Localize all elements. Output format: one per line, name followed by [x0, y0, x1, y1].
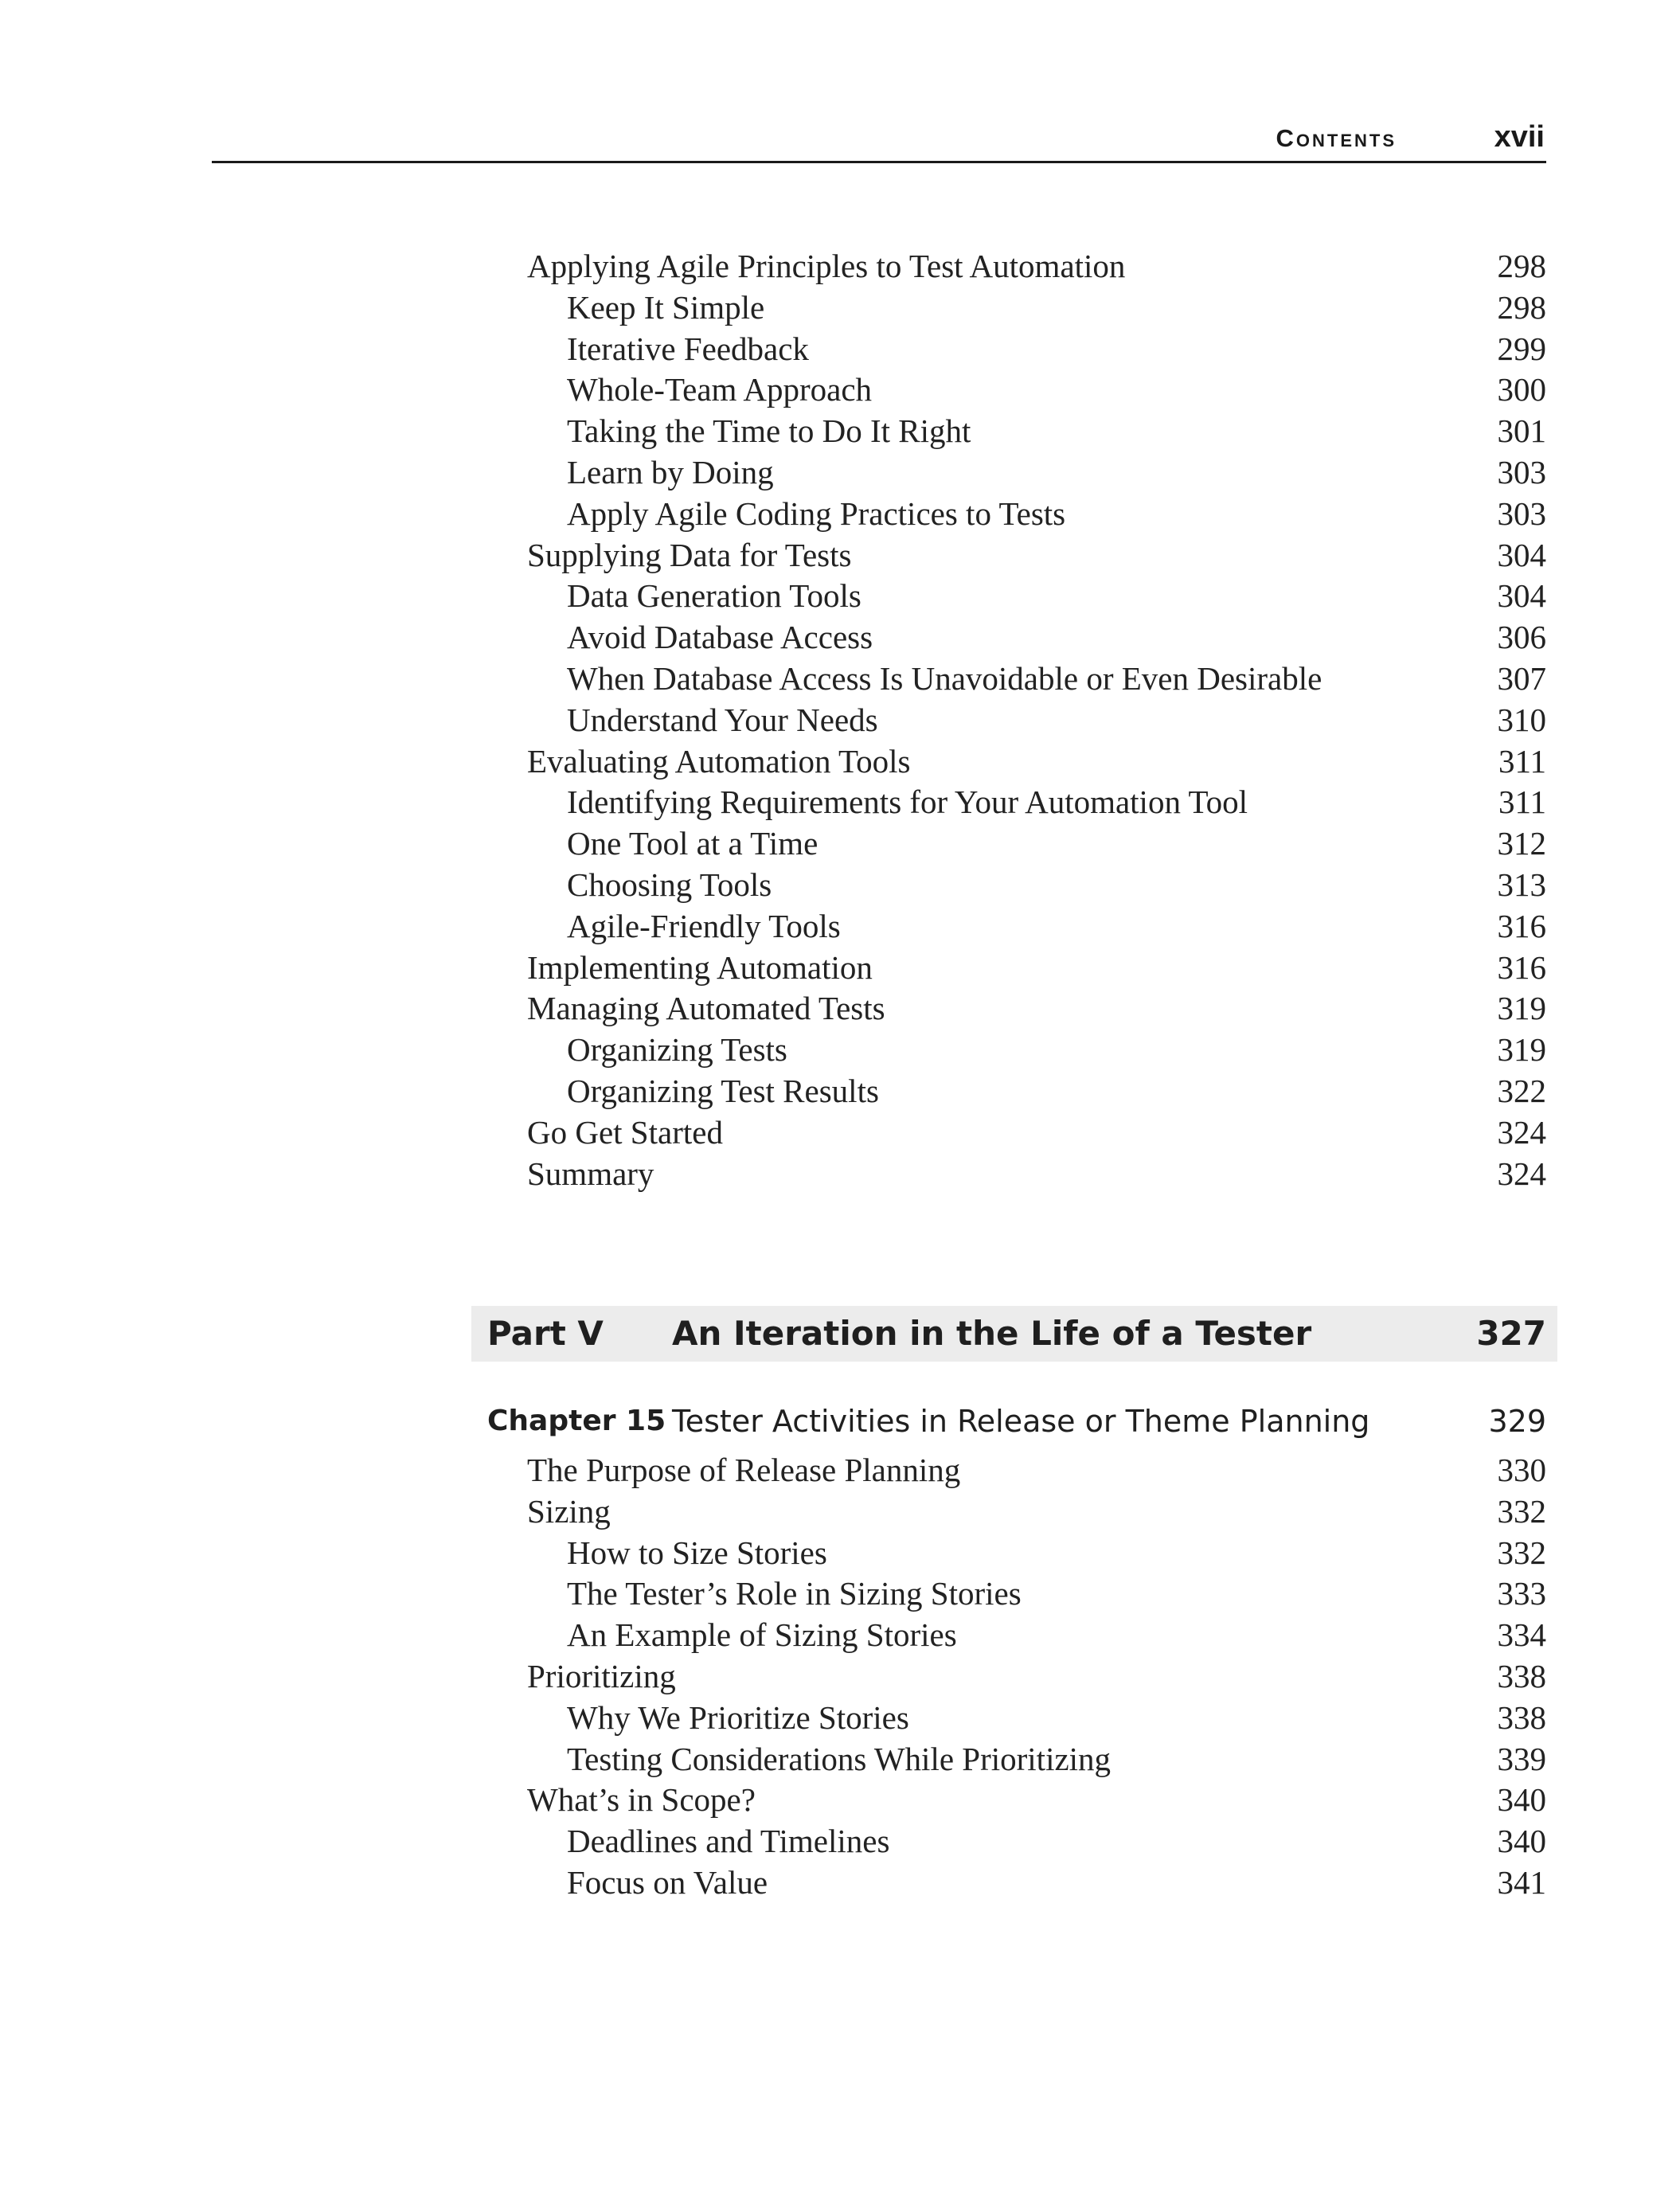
- toc-entry-page-number: 324: [1497, 1113, 1546, 1151]
- toc-entry-title: When Database Access Is Unavoidable or Even Desirable: [567, 659, 1323, 697]
- chapter-label: Chapter 15: [487, 1405, 666, 1437]
- toc-entry-title: An Example of Sizing Stories: [567, 1616, 957, 1654]
- part-label: Part V: [487, 1314, 604, 1353]
- toc-entry-title: Agile-Friendly Tools: [567, 907, 841, 944]
- toc-entry: [527, 782, 1546, 823]
- toc-entry-page-number: 304: [1497, 577, 1546, 615]
- toc-entry: [527, 1491, 1546, 1533]
- toc-entry-title: Prioritizing: [527, 1657, 676, 1694]
- toc-entry: [527, 1533, 1546, 1574]
- toc-entry-title: Deadlines and Timelines: [567, 1823, 890, 1860]
- toc-entry: [527, 246, 1546, 287]
- toc-entry-page-number: 341: [1497, 1863, 1546, 1901]
- toc-entry: [527, 865, 1546, 906]
- toc-entry-title: Avoid Database Access: [567, 619, 873, 656]
- toc-entry-page-number: 301: [1497, 412, 1546, 450]
- toc-entry: [527, 1573, 1546, 1615]
- toc-entry-page-number: 304: [1497, 536, 1546, 573]
- toc-entry-title: Supplying Data for Tests: [527, 536, 852, 573]
- toc-entry-page-number: 310: [1497, 701, 1546, 738]
- toc-entry: [527, 823, 1546, 865]
- toc-entry-page-number: 333: [1497, 1575, 1546, 1612]
- part-title: An Iteration in the Life of a Tester: [672, 1314, 1312, 1353]
- toc-entry-title: Focus on Value: [567, 1863, 768, 1901]
- toc-entry: [527, 287, 1546, 329]
- toc-entry-title: Iterative Feedback: [567, 330, 809, 367]
- toc-entry-page-number: 313: [1497, 866, 1546, 903]
- running-head-page-number: xvii: [1494, 120, 1545, 154]
- toc-entry-page-number: 324: [1497, 1155, 1546, 1192]
- toc-entry: [527, 1780, 1546, 1821]
- toc-entry-page-number: 299: [1497, 330, 1546, 367]
- toc-entry: [527, 369, 1546, 411]
- toc-entry-title: Go Get Started: [527, 1113, 723, 1151]
- toc-entry-page-number: 311: [1498, 742, 1546, 780]
- toc-entry-page-number: 338: [1497, 1657, 1546, 1694]
- toc-entry-page-number: 332: [1497, 1492, 1546, 1530]
- toc-entry: [527, 1112, 1546, 1154]
- toc-entry: [527, 329, 1546, 370]
- part-page-number: 327: [1476, 1314, 1546, 1353]
- toc-entry-page-number: 298: [1497, 288, 1546, 326]
- toc-entry-title: Learn by Doing: [567, 453, 774, 490]
- running-head: [212, 111, 1546, 163]
- toc-entry: [527, 1071, 1546, 1112]
- toc-list-lower: [527, 1450, 1546, 1904]
- toc-entry-page-number: 332: [1497, 1534, 1546, 1571]
- toc-entry-title: Applying Agile Principles to Test Automation: [527, 248, 1126, 284]
- toc-entry-page-number: 303: [1497, 494, 1546, 532]
- toc-entry: [527, 617, 1546, 659]
- toc-entry-page-number: 319: [1497, 1031, 1546, 1069]
- toc-entry-page-number: 316: [1497, 948, 1546, 986]
- toc-entry: [527, 659, 1546, 700]
- toc-list-upper: [527, 246, 1546, 1194]
- toc-entry-page-number: 303: [1497, 453, 1546, 490]
- toc-entry-title: The Tester’s Role in Sizing Stories: [567, 1575, 1022, 1612]
- toc-entry: [527, 1030, 1546, 1071]
- toc-entry-page-number: 340: [1497, 1823, 1546, 1860]
- toc-entry: [527, 535, 1546, 576]
- toc-entry: [527, 1698, 1546, 1739]
- toc-entry: [527, 1154, 1546, 1195]
- toc-entry-title: Summary: [527, 1155, 654, 1192]
- toc-entry: [527, 700, 1546, 741]
- toc-entry-page-number: 319: [1497, 990, 1546, 1027]
- toc-entry-page-number: 340: [1497, 1781, 1546, 1819]
- toc-entry-page-number: 298: [1497, 248, 1546, 284]
- toc-entry-title: One Tool at a Time: [567, 825, 819, 862]
- toc-entry-title: How to Size Stories: [567, 1534, 827, 1571]
- toc-entry: [527, 452, 1546, 494]
- toc-entry-title: Identifying Requirements for Your Automation Tool: [567, 784, 1248, 821]
- toc-entry-page-number: 300: [1497, 371, 1546, 408]
- toc-entry-page-number: 306: [1497, 619, 1546, 656]
- toc-entry-title: Whole-Team Approach: [567, 371, 873, 408]
- toc-entry-title: Testing Considerations While Prioritizing: [567, 1740, 1112, 1777]
- running-head-section: Contents: [1276, 124, 1397, 152]
- toc-entry: [527, 1656, 1546, 1698]
- chapter-heading: [487, 1397, 1546, 1445]
- toc-entry: [527, 576, 1546, 617]
- toc-entry-title: Implementing Automation: [527, 948, 873, 986]
- toc-entry-page-number: 338: [1497, 1698, 1546, 1736]
- toc-entry: [527, 1862, 1546, 1904]
- toc-entry-page-number: 311: [1498, 784, 1546, 821]
- chapter-title: Tester Activities in Release or Theme Planning: [672, 1404, 1370, 1439]
- toc-entry: [527, 1450, 1546, 1491]
- toc-entry-title: Keep It Simple: [567, 288, 765, 326]
- toc-entry-title: Choosing Tools: [567, 866, 772, 903]
- toc-entry-title: Organizing Test Results: [567, 1072, 879, 1109]
- toc-entry: [527, 741, 1546, 783]
- toc-entry-title: Organizing Tests: [567, 1031, 787, 1069]
- toc-entry-page-number: 312: [1497, 825, 1546, 862]
- chapter-page-number: 329: [1488, 1404, 1546, 1439]
- toc-entry: [527, 1739, 1546, 1780]
- toc-entry: [527, 906, 1546, 948]
- toc-entry: [527, 494, 1546, 535]
- toc-entry-title: Why We Prioritize Stories: [567, 1698, 909, 1736]
- toc-entry-title: The Purpose of Release Planning: [527, 1452, 961, 1488]
- toc-entry-title: Sizing: [527, 1492, 611, 1530]
- toc-entry-page-number: 316: [1497, 907, 1546, 944]
- toc-entry-title: What’s in Scope?: [527, 1781, 756, 1819]
- toc-entry-page-number: 330: [1497, 1452, 1546, 1488]
- toc-entry-title: Apply Agile Coding Practices to Tests: [567, 494, 1066, 532]
- toc-entry-page-number: 334: [1497, 1616, 1546, 1654]
- toc-entry: [527, 411, 1546, 452]
- toc-entry-page-number: 339: [1497, 1740, 1546, 1777]
- toc-entry-page-number: 307: [1497, 659, 1546, 697]
- toc-entry-title: Managing Automated Tests: [527, 990, 885, 1027]
- part-banner: [471, 1306, 1557, 1362]
- toc-entry-page-number: 322: [1497, 1072, 1546, 1109]
- toc-entry-title: Data Generation Tools: [567, 577, 861, 615]
- toc-entry-title: Taking the Time to Do It Right: [567, 412, 971, 450]
- toc-entry-title: Evaluating Automation Tools: [527, 742, 911, 780]
- toc-entry: [527, 988, 1546, 1030]
- toc-entry: [527, 1615, 1546, 1656]
- toc-entry: [527, 948, 1546, 989]
- toc-entry: [527, 1821, 1546, 1862]
- toc-entry-title: Understand Your Needs: [567, 701, 878, 738]
